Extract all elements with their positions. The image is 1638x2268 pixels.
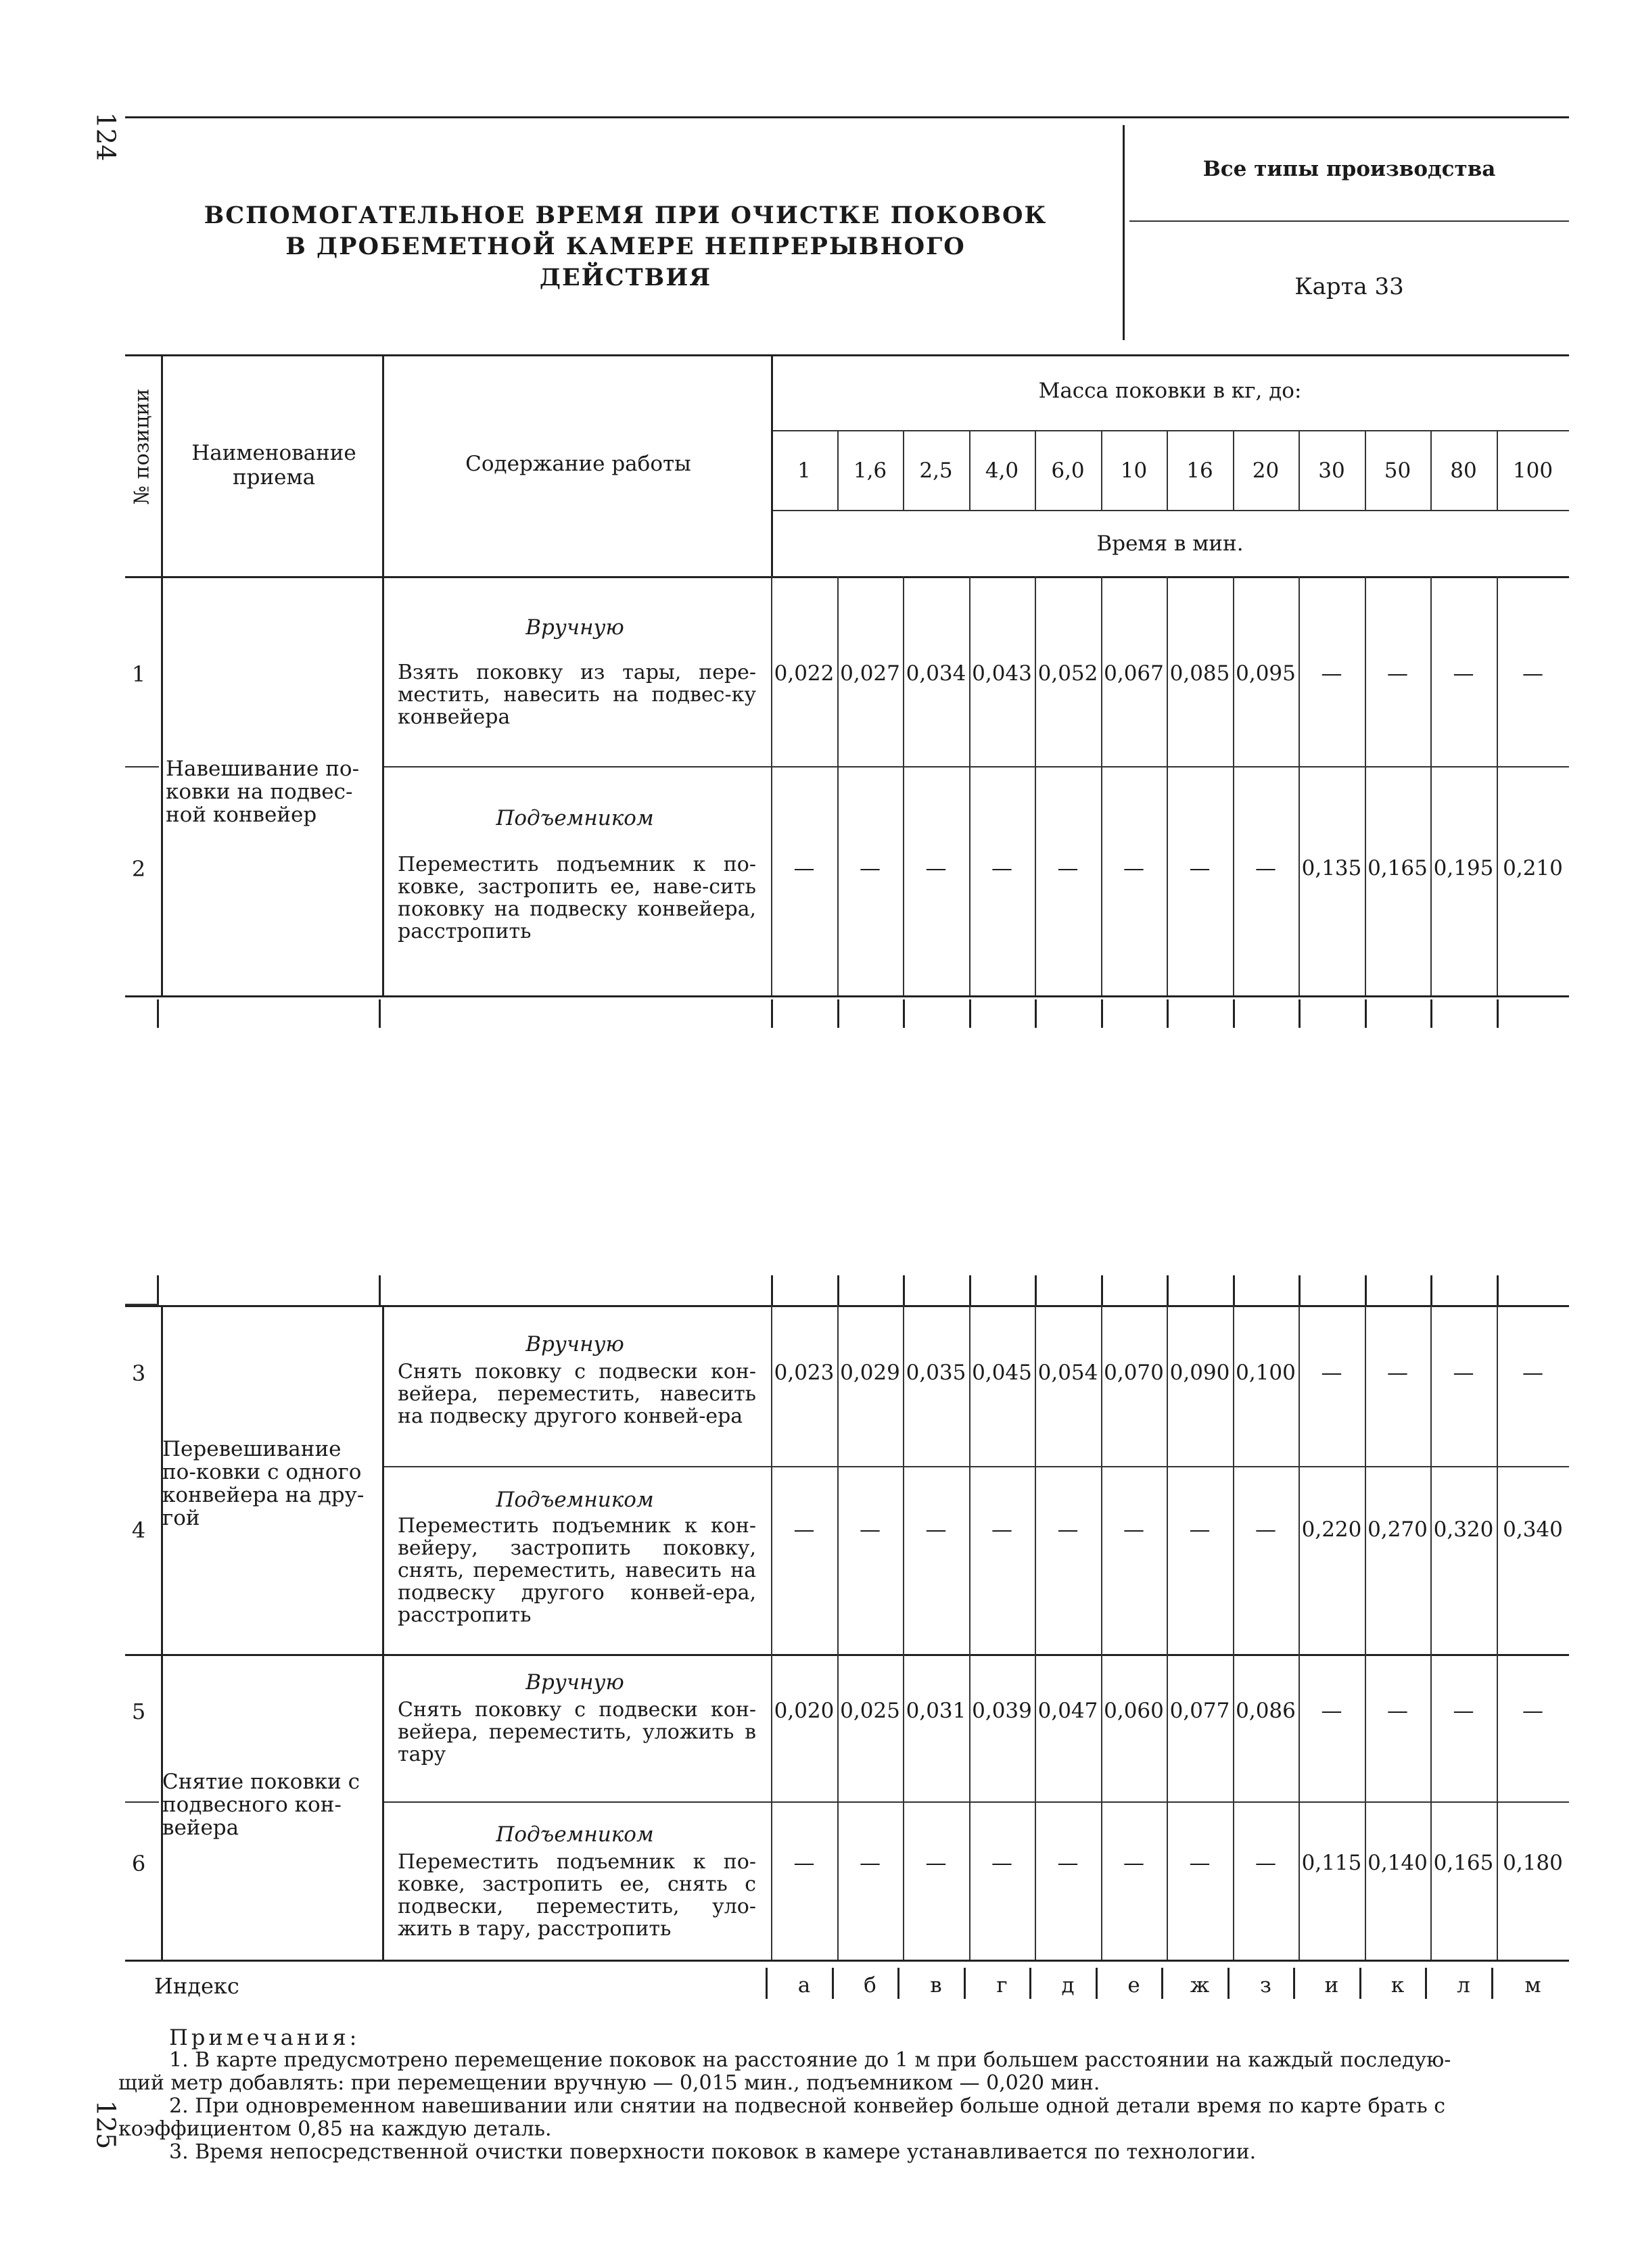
notes <box>118 2025 1569 2164</box>
mass-label: 100 <box>1512 458 1553 483</box>
time-value: 0,220 <box>1301 1517 1362 1542</box>
time-value: — <box>793 856 815 880</box>
mass-label: 30 <box>1318 458 1345 483</box>
time-value: 0,070 <box>1104 1361 1164 1385</box>
time-value: 0,085 <box>1169 661 1230 686</box>
time-value: 0,022 <box>774 661 835 686</box>
work-content: Снять поковку с подвески кон-вейера, переместить, уложить в тару <box>398 1698 756 1766</box>
work-mode: Подъемником <box>496 1822 654 1847</box>
index-label: Индекс <box>154 1973 239 1999</box>
time-value: — <box>1453 1699 1474 1723</box>
title-line-2: В ДРОБЕМЕТНОЙ КАМЕРЕ НЕПРЕРЫВНОГО ДЕЙСТВИЯ <box>285 233 966 291</box>
index-letter: з <box>1260 1973 1271 1998</box>
time-value: 0,140 <box>1367 1851 1428 1875</box>
time-value: — <box>860 1517 881 1542</box>
work-mode: Вручную <box>525 1332 624 1356</box>
work-mode: Вручную <box>525 615 624 640</box>
work-content: Переместить подъемник к по-ковке, застропить ее, наве-сить поковку на подвеску конвейера, расстропить <box>398 853 756 943</box>
time-value: — <box>1255 856 1276 880</box>
time-value: 0,052 <box>1037 661 1098 686</box>
time-value: — <box>1453 661 1474 686</box>
time-value: 0,077 <box>1169 1699 1230 1723</box>
title-line-1: ВСПОМОГАТЕЛЬНОЕ ВРЕМЯ ПРИ ОЧИСТКЕ ПОКОВОК <box>204 202 1048 229</box>
row-position: 3 <box>131 1361 146 1386</box>
work-content: Переместить подъемник к кон-вейеру, застропить поковку, снять, переместить, навесить на подвеску другого конвей-ера, расстропить <box>398 1514 756 1627</box>
time-value: — <box>860 1851 881 1875</box>
time-value: — <box>1255 1851 1276 1875</box>
time-value: 0,047 <box>1037 1699 1098 1723</box>
index-letter: г <box>996 1973 1008 1998</box>
time-value: 0,270 <box>1367 1517 1428 1542</box>
note-line-3: 2. При одновременном навешивании или снятии на подвесной конвейер больше одной детали время по карте брать с <box>169 2094 1446 2118</box>
time-value: — <box>1189 856 1211 880</box>
index-letter: л <box>1457 1973 1470 1998</box>
time-value: — <box>1387 661 1408 686</box>
time-value: — <box>1123 856 1144 880</box>
index-letter: б <box>864 1973 876 1998</box>
production-type: Все типы производства <box>1202 157 1496 181</box>
time-value: — <box>991 1851 1012 1875</box>
time-value: 0,031 <box>906 1699 966 1723</box>
note-line-1: 1. В карте предусмотрено перемещение поковок на расстояние до 1 м при большем расстоянии на каждый последую- <box>169 2048 1451 2072</box>
row-position: 6 <box>131 1851 146 1876</box>
time-value: 0,054 <box>1037 1361 1098 1385</box>
page-title <box>203 200 1048 293</box>
time-value: 0,180 <box>1503 1851 1563 1875</box>
index-letter: к <box>1390 1973 1405 1998</box>
time-value: — <box>1387 1361 1408 1385</box>
group-name-3: Снятие поковки с подвесного кон-вейера <box>162 1770 360 1840</box>
index-letter: м <box>1524 1973 1541 1998</box>
time-value: — <box>925 1517 947 1542</box>
work-mode: Подъемником <box>496 1488 654 1512</box>
mass-label: 2,5 <box>919 458 953 483</box>
mass-label: 4,0 <box>985 458 1019 483</box>
time-value: — <box>1255 1517 1276 1542</box>
time-value: 0,195 <box>1433 856 1494 880</box>
index-letter: е <box>1127 1973 1140 1998</box>
mass-label: 1,6 <box>853 458 887 483</box>
work-content: Переместить подъемник к по-ковке, застропить ее, снять с подвески, переместить, уло-жить в тару, расстропить <box>398 1850 756 1941</box>
time-value: — <box>991 856 1012 880</box>
row-position: 1 <box>131 661 146 687</box>
group-name-1: Навешивание по-ковки на подвес-ной конвейер <box>166 757 360 827</box>
mass-label: 20 <box>1252 458 1280 483</box>
time-value: 0,135 <box>1301 856 1362 880</box>
row-position: 5 <box>131 1699 146 1724</box>
row-position: 2 <box>131 856 146 882</box>
time-value: 0,045 <box>972 1361 1032 1385</box>
mass-label: 10 <box>1120 458 1148 483</box>
note-line-4: коэффициентом 0,85 на каждую деталь. <box>118 2117 552 2141</box>
time-value: — <box>1189 1851 1211 1875</box>
mass-label: 80 <box>1450 458 1477 483</box>
index-letter: ж <box>1190 1973 1210 1998</box>
note-line-5: 3. Время непосредственной очистки поверхности поковок в камере устанавливается по технологии. <box>169 2140 1257 2164</box>
page-number-top: 124 <box>91 112 121 162</box>
work-mode: Вручную <box>525 1670 624 1695</box>
time-value: — <box>1189 1517 1211 1542</box>
time-value: — <box>1522 661 1543 686</box>
time-value: 0,043 <box>972 661 1032 686</box>
index-letter: и <box>1324 1973 1339 1998</box>
time-value: 0,340 <box>1503 1517 1563 1542</box>
work-mode: Подъемником <box>496 806 654 830</box>
index-letter: в <box>930 1973 942 1998</box>
work-content: Взять поковку из тары, пере-местить, навесить на подвес-ку конвейера <box>398 661 756 729</box>
header-time: Время в мин. <box>1096 531 1244 556</box>
notes-heading: Примечания: <box>169 2025 360 2050</box>
header-name: Наименование приема <box>191 441 356 490</box>
note-line-2: щий метр добавлять: при перемещении вручную — 0,015 мин., подъемником — 0,020 мин. <box>118 2071 1100 2095</box>
time-value: 0,090 <box>1169 1361 1230 1385</box>
time-value: 0,023 <box>774 1361 835 1385</box>
time-value: 0,029 <box>840 1361 900 1385</box>
time-value: 0,210 <box>1503 856 1563 880</box>
header-position: № позиции <box>130 388 154 504</box>
time-value: — <box>860 856 881 880</box>
time-value: 0,025 <box>840 1699 900 1723</box>
mass-label: 1 <box>797 458 811 483</box>
time-value: 0,039 <box>972 1699 1032 1723</box>
time-value: — <box>991 1517 1012 1542</box>
mass-label: 16 <box>1186 458 1213 483</box>
time-value: — <box>925 1851 947 1875</box>
index-letter: а <box>797 1973 811 1998</box>
time-value: — <box>1057 856 1079 880</box>
time-value: — <box>1057 1851 1079 1875</box>
time-value: — <box>1522 1361 1543 1385</box>
time-value: — <box>1321 1361 1342 1385</box>
time-value: — <box>1057 1517 1079 1542</box>
page-number-bottom: 125 <box>91 2100 121 2150</box>
time-value: — <box>1387 1699 1408 1723</box>
time-value: 0,165 <box>1433 1851 1494 1875</box>
row-position: 4 <box>131 1517 146 1543</box>
index-letter: д <box>1061 1973 1075 1998</box>
time-value: 0,100 <box>1236 1361 1296 1385</box>
time-value: 0,165 <box>1367 856 1428 880</box>
time-value: 0,020 <box>774 1699 835 1723</box>
time-value: — <box>925 856 947 880</box>
time-value: 0,035 <box>906 1361 966 1385</box>
time-value: — <box>1123 1851 1144 1875</box>
time-value: — <box>793 1517 815 1542</box>
time-value: — <box>793 1851 815 1875</box>
time-value: 0,067 <box>1104 661 1164 686</box>
card-number: Карта 33 <box>1294 273 1404 300</box>
time-value: — <box>1123 1517 1144 1542</box>
time-value: 0,086 <box>1236 1699 1296 1723</box>
time-value: — <box>1321 1699 1342 1723</box>
work-content: Снять поковку с подвески кон-вейера, переместить, навесить на подвеску другого конвей-ера <box>398 1360 756 1428</box>
time-value: 0,115 <box>1301 1851 1362 1875</box>
time-value: 0,060 <box>1104 1699 1164 1723</box>
time-value: — <box>1522 1699 1543 1723</box>
time-value: — <box>1453 1361 1474 1385</box>
time-value: — <box>1321 661 1342 686</box>
header-content: Содержание работы <box>465 452 691 476</box>
time-value: 0,034 <box>906 661 966 686</box>
mass-label: 50 <box>1384 458 1411 483</box>
mass-label: 6,0 <box>1051 458 1085 483</box>
time-value: 0,320 <box>1433 1517 1494 1542</box>
time-value: 0,027 <box>840 661 900 686</box>
time-value: 0,095 <box>1236 661 1296 686</box>
header-mass: Масса поковки в кг, до: <box>1038 379 1302 403</box>
group-name-2: Перевешивание по-ковки с одного конвейера на дру-гой <box>162 1437 365 1530</box>
